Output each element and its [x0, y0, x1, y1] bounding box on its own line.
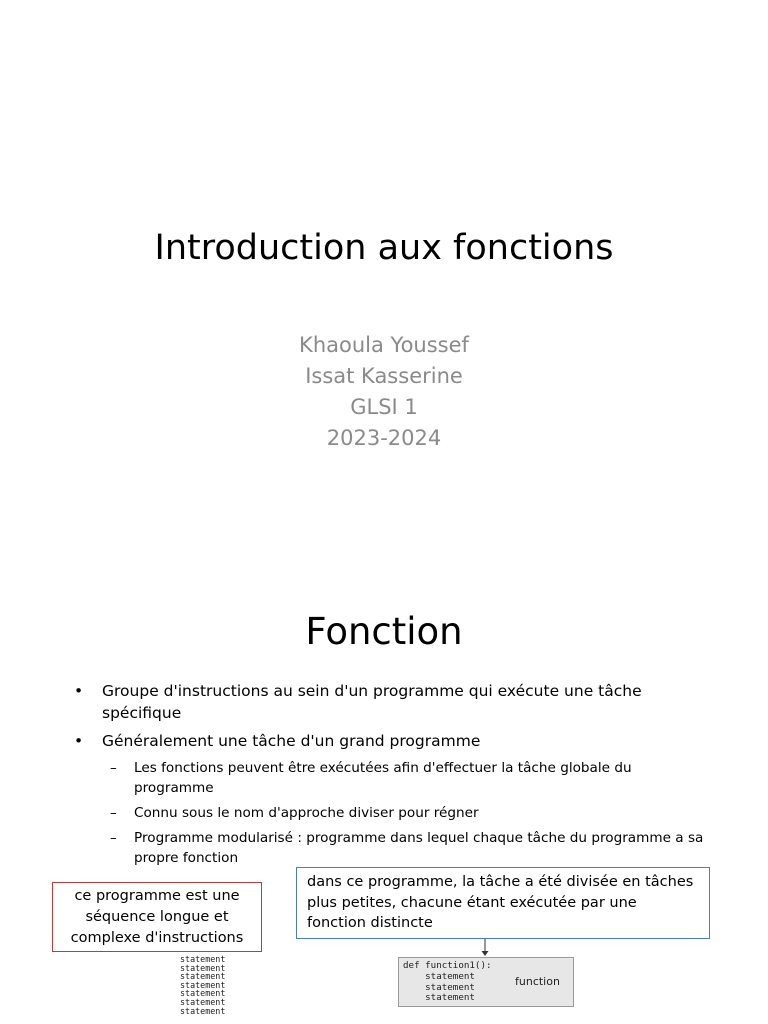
- slide-subtitle: [0, 330, 768, 454]
- sub-bullet-item: [74, 828, 714, 868]
- statement-listing: [180, 955, 225, 1015]
- bullet-text: Généralement une tâche d'un grand programme: [102, 732, 481, 750]
- sub-bullet-item: [74, 758, 714, 798]
- callout-text: ce programme est une séquence longue et complexe d'instructions: [70, 887, 244, 946]
- bullet-list: [74, 680, 714, 873]
- sub-bullet-item: [74, 803, 714, 823]
- callout-text: dans ce programme, la tâche a été divisée en tâches plus petites, chacune étant exécutée par une fonction distincte: [307, 874, 694, 931]
- statement-line: statement: [180, 1005, 226, 1016]
- sub-bullet-text: Programme modularisé : programme dans lequel chaque tâche du programme a sa propre fonction: [134, 830, 704, 866]
- institution: Issat Kasserine: [305, 364, 463, 388]
- code-line: statement: [403, 970, 475, 982]
- sub-bullet-marker: –: [110, 830, 117, 846]
- statement-line: statement: [180, 971, 226, 982]
- code-def-line: def function1():: [403, 960, 492, 971]
- code-block: [403, 961, 492, 1004]
- down-arrow-icon: [478, 939, 492, 957]
- bullet-marker: •: [74, 732, 84, 750]
- statement-line: statement: [180, 954, 226, 964]
- function-label: function: [515, 975, 560, 988]
- sub-bullet-marker: –: [110, 760, 117, 776]
- statement-line: statement: [180, 979, 226, 990]
- bullet-text: Groupe d'instructions au sein d'un programme qui exécute une tâche spécifique: [102, 682, 642, 722]
- author-name: Khaoula Youssef: [299, 333, 469, 357]
- slide-title: Introduction aux fonctions: [154, 228, 614, 268]
- modular-program-callout: [296, 867, 710, 939]
- statement-line: statement: [180, 962, 226, 973]
- sub-bullet-text: Connu sous le nom d'approche diviser pour régner: [134, 805, 479, 821]
- statement-line: statement: [180, 988, 226, 999]
- sub-bullet-text: Les fonctions peuvent être exécutées afin d'effectuer la tâche globale du programme: [134, 760, 632, 796]
- bullet-marker: •: [74, 682, 84, 700]
- content-slide: [0, 576, 768, 1024]
- class-name: GLSI 1: [350, 395, 418, 419]
- slide-title: Fonction: [305, 610, 463, 653]
- sub-bullet-marker: –: [110, 805, 117, 821]
- statement-line: statement: [180, 996, 226, 1007]
- code-line: statement: [403, 992, 475, 1004]
- monolithic-program-callout: [52, 882, 262, 952]
- academic-year: 2023-2024: [326, 426, 442, 450]
- bullet-item: [74, 680, 714, 724]
- function-code-snippet: [398, 957, 574, 1007]
- code-line: statement: [403, 981, 475, 993]
- bullet-item: [74, 730, 714, 752]
